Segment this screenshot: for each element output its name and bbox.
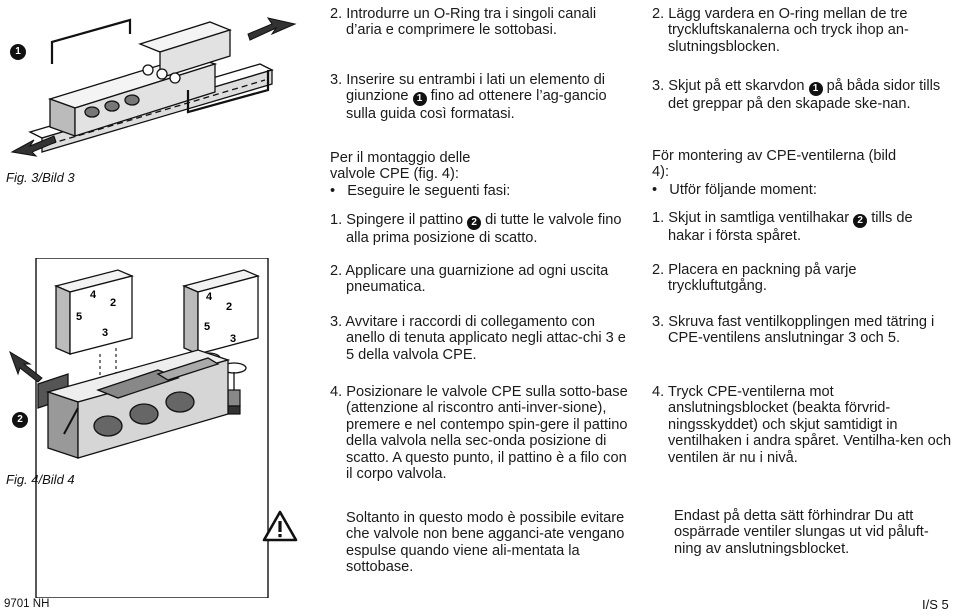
sv-cpe-step-4: 4. Tryck CPE-ventilerna mot anslutningsblocket (beakta förvrid-ningsskyddet) och skjut samtidigt in ventilhaken i andra spåret. Ventilha-ken och ventilen är nu i nivå.	[652, 384, 952, 466]
sv-cpe-heading: För montering av CPE-ventilerna (bild 4):	[652, 148, 897, 181]
it-cpe-step-1-b: di tutte le valvole fino alla prima posizione di scatto.	[346, 212, 622, 246]
joining-element-marker-icon: 1	[413, 92, 427, 106]
valve1-port-2: 2	[110, 297, 117, 309]
it-cpe-step-3: 3. Avvitare i raccordi di collegamento con anello di tenuta applicato negli attac-chi 3 e 5 della valvola CPE.	[330, 314, 626, 363]
fig3-caption: Fig. 3/Bild 3	[6, 170, 75, 185]
sv-step-3-b: på båda sidor tills det greppar på den skapade ske-nan.	[668, 78, 941, 112]
figure-3-drawing	[10, 4, 300, 164]
valve2-port-2: 2	[226, 301, 233, 313]
sv-cpe-step-1-a: 1. Skjut in samtliga ventilhakar	[652, 210, 854, 226]
warning-icon	[262, 510, 298, 542]
it-cpe-step-2: 2. Applicare una guarnizione ad ogni uscita pneumatica.	[330, 263, 609, 296]
it-cpe-heading: Per il montaggio delle valvole CPE (fig. 4):	[330, 150, 471, 183]
it-bullet-text: Eseguire le seguenti fasi:	[347, 183, 511, 199]
footer-left: 9701 NH	[4, 598, 50, 610]
coupler-marker-icon: 1	[809, 82, 823, 96]
sv-bullet-text: Utför följande moment:	[669, 182, 817, 198]
valve1-port-3: 3	[102, 327, 109, 339]
it-step-3-b: fino ad ottenere l’ag-gancio sulla guida così formatasi.	[346, 88, 607, 123]
it-step-3	[330, 72, 630, 123]
figure-4-drawing	[8, 258, 270, 598]
it-warning: Soltanto in questo modo è possibile evitare che valvole non bene agganci-ate vengano espulse quando viene ali-mentata la sottobase.	[346, 510, 625, 576]
it-bullet	[330, 183, 630, 199]
bullet-dot-icon: •	[330, 183, 348, 199]
sv-cpe-step-2: 2. Placera en packning på varje tryckluftutgång.	[652, 262, 857, 295]
valve2-port-3: 3	[230, 333, 237, 345]
marker-2-badge: 2	[12, 412, 28, 428]
sv-step-3	[652, 78, 952, 112]
hook-marker-icon: 2	[853, 214, 867, 228]
footer-right: I/S 5	[922, 597, 949, 612]
valve2-port-4: 4	[206, 291, 213, 303]
valve2-port-5: 5	[204, 321, 211, 333]
sv-warning: Endast på detta sätt förhindrar Du att ospärrade ventiler slungas ut vid påluft-ning av anslutningsblocket.	[674, 508, 929, 557]
sv-bullet	[652, 182, 952, 198]
it-step-3-a: 3. Inserire su entrambi i lati un elemento di giunzione	[330, 72, 605, 105]
fig4-caption: Fig. 4/Bild 4	[6, 472, 75, 487]
marker-1-badge: 1	[10, 44, 26, 60]
sv-cpe-step-1-b: tills de hakar i första spåret.	[668, 210, 913, 244]
it-cpe-step-4: 4. Posizionare le valvole CPE sulla sotto-base (attenzione al riscontro anti-inver-sione), premere e nel contempo spin-gere il pattino della valvola nella sec-onda posizione di scatto. A questo punto, il pattino è a filo con il corpo valvola.	[330, 384, 628, 483]
sv-cpe-step-1	[652, 210, 952, 244]
slide-marker-icon: 2	[467, 216, 481, 230]
bullet-dot-icon: •	[652, 182, 670, 198]
sv-step-3-a: 3. Skjut på ett skarvdon	[652, 78, 809, 94]
sv-step-2: 2. Lägg vardera en O-ring mellan de tre tryckluftskanalerna och tryck ihop an-slutningsblocken.	[652, 6, 909, 55]
valve1-port-4: 4	[90, 289, 97, 301]
sv-cpe-step-3: 3. Skruva fast ventilkopplingen med tätring i CPE-ventilens anslutningar 3 och 5.	[652, 314, 935, 347]
valve1-port-5: 5	[76, 311, 83, 323]
it-cpe-step-1	[330, 212, 630, 246]
it-step-2: 2. Introdurre un O-Ring tra i singoli canali d’aria e comprimere le sottobasi.	[330, 6, 597, 39]
it-cpe-step-1-a: 1. Spingere il pattino	[330, 212, 468, 228]
